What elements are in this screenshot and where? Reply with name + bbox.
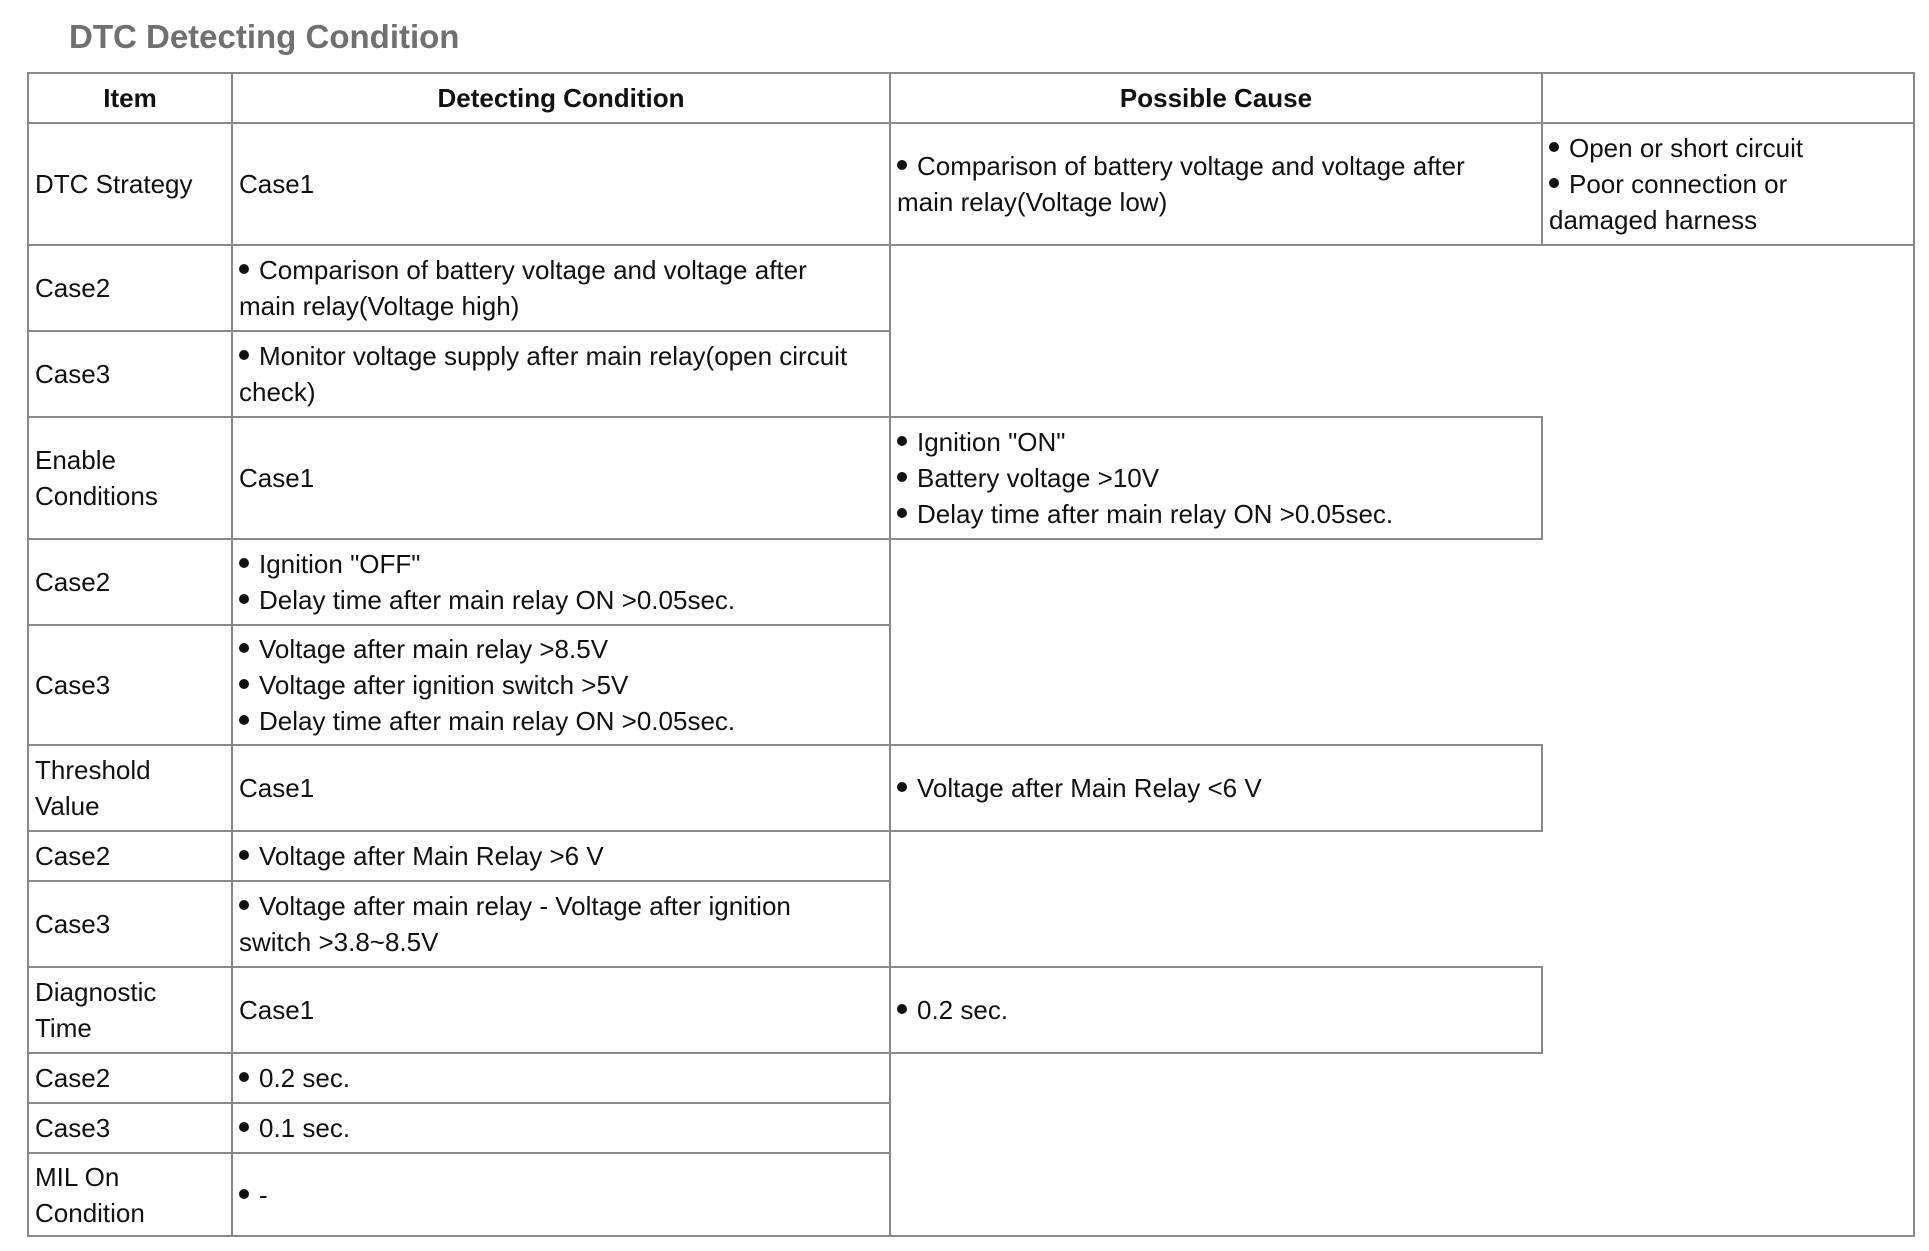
case-label: Case1 [239, 463, 315, 493]
enable-case2-condition-cell [231, 538, 891, 626]
diagnostic-case3-item-cell [27, 1102, 233, 1154]
dtc-strategy-case3-condition-cell [231, 330, 891, 418]
bullet-icon [239, 679, 249, 689]
enable-case3-item-cell [27, 624, 233, 746]
bullet-icon [897, 160, 907, 170]
enable-case3-condition-cell [231, 624, 891, 746]
enable-case2-item-cell [27, 538, 233, 626]
bullet-icon [1549, 178, 1559, 188]
condition-text: Ignition "OFF" [259, 549, 421, 579]
column-header-item: Item [27, 72, 233, 124]
condition-text: Voltage after Main Relay <6 V [917, 773, 1262, 803]
diagnostic-case1-cell [231, 966, 891, 1054]
possible-cause-blank-area [889, 244, 1915, 1237]
condition-text: main relay(Voltage high) [239, 291, 520, 321]
case-label: Case2 [35, 567, 111, 597]
diagnostic-case3-condition-cell [231, 1102, 891, 1154]
mil-on-condition-value-cell [231, 1152, 891, 1237]
condition-text: 0.1 sec. [259, 1113, 351, 1143]
case-label: Case2 [35, 273, 111, 303]
diagnostic-time-label: Diagnostic [35, 977, 157, 1007]
enable-conditions-label: Enable [35, 445, 116, 475]
bullet-icon [239, 1122, 249, 1132]
case-label: Case3 [35, 909, 111, 939]
bullet-icon [239, 264, 249, 274]
condition-text: Voltage after main relay >8.5V [259, 634, 609, 664]
dtc-strategy-case2-item-cell [27, 244, 233, 332]
threshold-value-label: Threshold [35, 755, 151, 785]
case-label: Case2 [35, 1063, 111, 1093]
case-label: Case2 [35, 841, 111, 871]
dtc-strategy-case1-cell [231, 122, 891, 246]
condition-text: Ignition "ON" [917, 427, 1066, 457]
threshold-value-label: Value [35, 791, 100, 821]
bullet-icon [239, 558, 249, 568]
bullet-icon [239, 643, 249, 653]
bullet-icon [239, 715, 249, 725]
enable-conditions-item-cell [27, 416, 233, 540]
diagnostic-case2-item-cell [27, 1052, 233, 1104]
case-label: Case3 [35, 670, 111, 700]
diagnostic-case1-condition-cell [889, 966, 1543, 1054]
condition-text: Monitor voltage supply after main relay(open circuit [259, 341, 848, 371]
cause-text: Open or short circuit [1569, 133, 1804, 163]
condition-text: main relay(Voltage low) [897, 187, 1168, 217]
diagnostic-time-label: Time [35, 1013, 92, 1043]
bullet-icon [897, 508, 907, 518]
case-label: Case3 [35, 1113, 111, 1143]
condition-text: Comparison of battery voltage and voltage after [259, 255, 807, 285]
page-title: DTC Detecting Condition [69, 18, 460, 55]
condition-text: Delay time after main relay ON >0.05sec. [259, 706, 736, 736]
condition-text: 0.2 sec. [917, 995, 1009, 1025]
bullet-icon [897, 782, 907, 792]
bullet-icon [239, 1189, 249, 1199]
bullet-icon [239, 900, 249, 910]
dtc-strategy-label: DTC Strategy [35, 169, 193, 199]
condition-text: Voltage after Main Relay >6 V [259, 841, 604, 871]
cause-text: damaged harness [1549, 205, 1758, 235]
dtc-strategy-item-cell [27, 122, 233, 246]
case-label: Case1 [239, 995, 315, 1025]
enable-conditions-label: Conditions [35, 481, 158, 511]
dtc-strategy-case1-condition-cell [889, 122, 1543, 246]
mil-on-condition-label: Condition [35, 1197, 145, 1228]
condition-text: Battery voltage >10V [917, 463, 1160, 493]
diagnostic-time-item-cell [27, 966, 233, 1054]
condition-text: 0.2 sec. [259, 1063, 351, 1093]
condition-text: - [259, 1179, 268, 1210]
condition-text: Comparison of battery voltage and voltage after [917, 151, 1465, 181]
case-label: Case3 [35, 359, 111, 389]
enable-case1-cell [231, 416, 891, 540]
mil-on-condition-item-cell [27, 1152, 233, 1237]
threshold-case2-item-cell [27, 830, 233, 882]
enable-case1-condition-cell [889, 416, 1543, 540]
condition-text: switch >3.8~8.5V [239, 927, 439, 957]
bullet-icon [1549, 142, 1559, 152]
condition-text: Delay time after main relay ON >0.05sec. [917, 499, 1394, 529]
bullet-icon [239, 1072, 249, 1082]
threshold-value-item-cell [27, 744, 233, 832]
cause-text: Poor connection or [1569, 169, 1788, 199]
bullet-icon [897, 436, 907, 446]
condition-text: Voltage after ignition switch >5V [259, 670, 629, 700]
threshold-case3-condition-cell [231, 880, 891, 968]
column-header-blank [1541, 72, 1915, 124]
case-label: Case1 [239, 169, 315, 199]
column-header-detecting-condition: Detecting Condition [231, 72, 891, 124]
case-label: Case1 [239, 773, 315, 803]
dtc-strategy-case3-item-cell [27, 330, 233, 418]
bullet-icon [239, 850, 249, 860]
dtc-strategy-case2-condition-cell [231, 244, 891, 332]
column-header-possible-cause: Possible Cause [889, 72, 1543, 124]
threshold-case1-cell [231, 744, 891, 832]
threshold-case3-item-cell [27, 880, 233, 968]
bullet-icon [239, 594, 249, 604]
bullet-icon [897, 472, 907, 482]
bullet-icon [897, 1004, 907, 1014]
possible-cause-cell [1541, 122, 1915, 246]
condition-text: Delay time after main relay ON >0.05sec. [259, 585, 736, 615]
threshold-case2-condition-cell [231, 830, 891, 882]
mil-on-condition-label: MIL On [35, 1161, 120, 1192]
bullet-icon [239, 350, 249, 360]
condition-text: check) [239, 377, 316, 407]
threshold-case1-condition-cell [889, 744, 1543, 832]
diagnostic-case2-condition-cell [231, 1052, 891, 1104]
condition-text: Voltage after main relay - Voltage after ignition [259, 891, 791, 921]
